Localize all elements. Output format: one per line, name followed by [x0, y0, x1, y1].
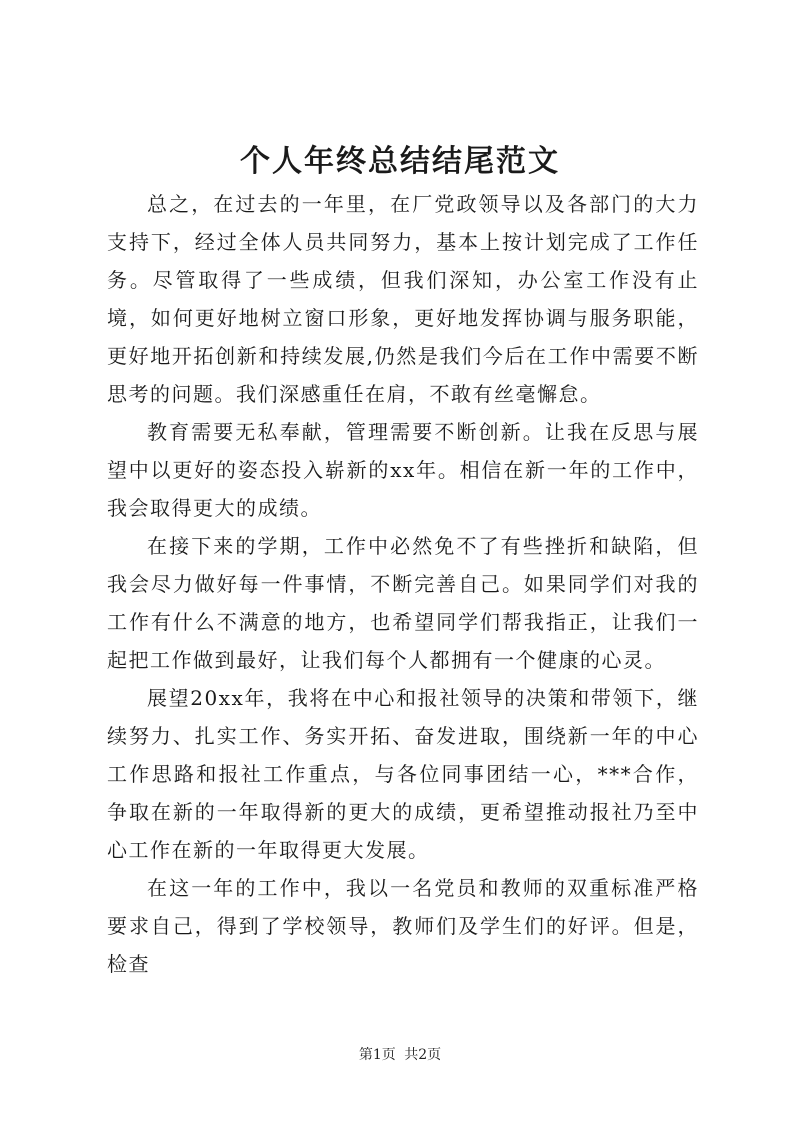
document-title: 个人年终总结结尾范文: [240, 144, 560, 179]
page-footer: 第1页 共2页: [358, 1047, 442, 1063]
paragraph-2: 教育需要无私奉献，管理需要不断创新。让我在反思与展望中以更好的姿态投入崭新的xx年。相信在新一年的工作中，我会取得更大的成绩。: [107, 420, 699, 520]
document-body: [107, 185, 699, 983]
paragraph-4: 展望20xx年，我将在中心和报社领导的决策和带领下，继续努力、扎实工作、务实开拓、奋发进取，围绕新一年的中心工作思路和报社工作重点，与各位同事团结一心，***合作，争取在新的一年取得新的更大的成绩，更希望推动报社乃至中心工作在新的一年取得更大发展。: [107, 686, 699, 862]
paragraph-1: 总之，在过去的一年里，在厂党政领导以及各部门的大力支持下，经过全体人员共同努力，基本上按计划完成了工作任务。尽管取得了一些成绩，但我们深知，办公室工作没有止境，如何更好地树立窗口形象，更好地发挥协调与服务职能，更好地开拓创新和持续发展,仍然是我们今后在工作中需要不断思考的问题。我们深感重任在肩，不敢有丝毫懈怠。: [107, 192, 699, 406]
paragraph-5: 在这一年的工作中，我以一名党员和教师的双重标准严格要求自己，得到了学校领导，教师们及学生们的好评。但是，检查: [107, 876, 699, 976]
paragraph-3: 在接下来的学期，工作中必然免不了有些挫折和缺陷，但我会尽力做好每一件事情，不断完善自己。如果同学们对我的工作有什么不满意的地方，也希望同学们帮我指正，让我们一起把工作做到最好，让我们每个人都拥有一个健康的心灵。: [107, 534, 699, 672]
